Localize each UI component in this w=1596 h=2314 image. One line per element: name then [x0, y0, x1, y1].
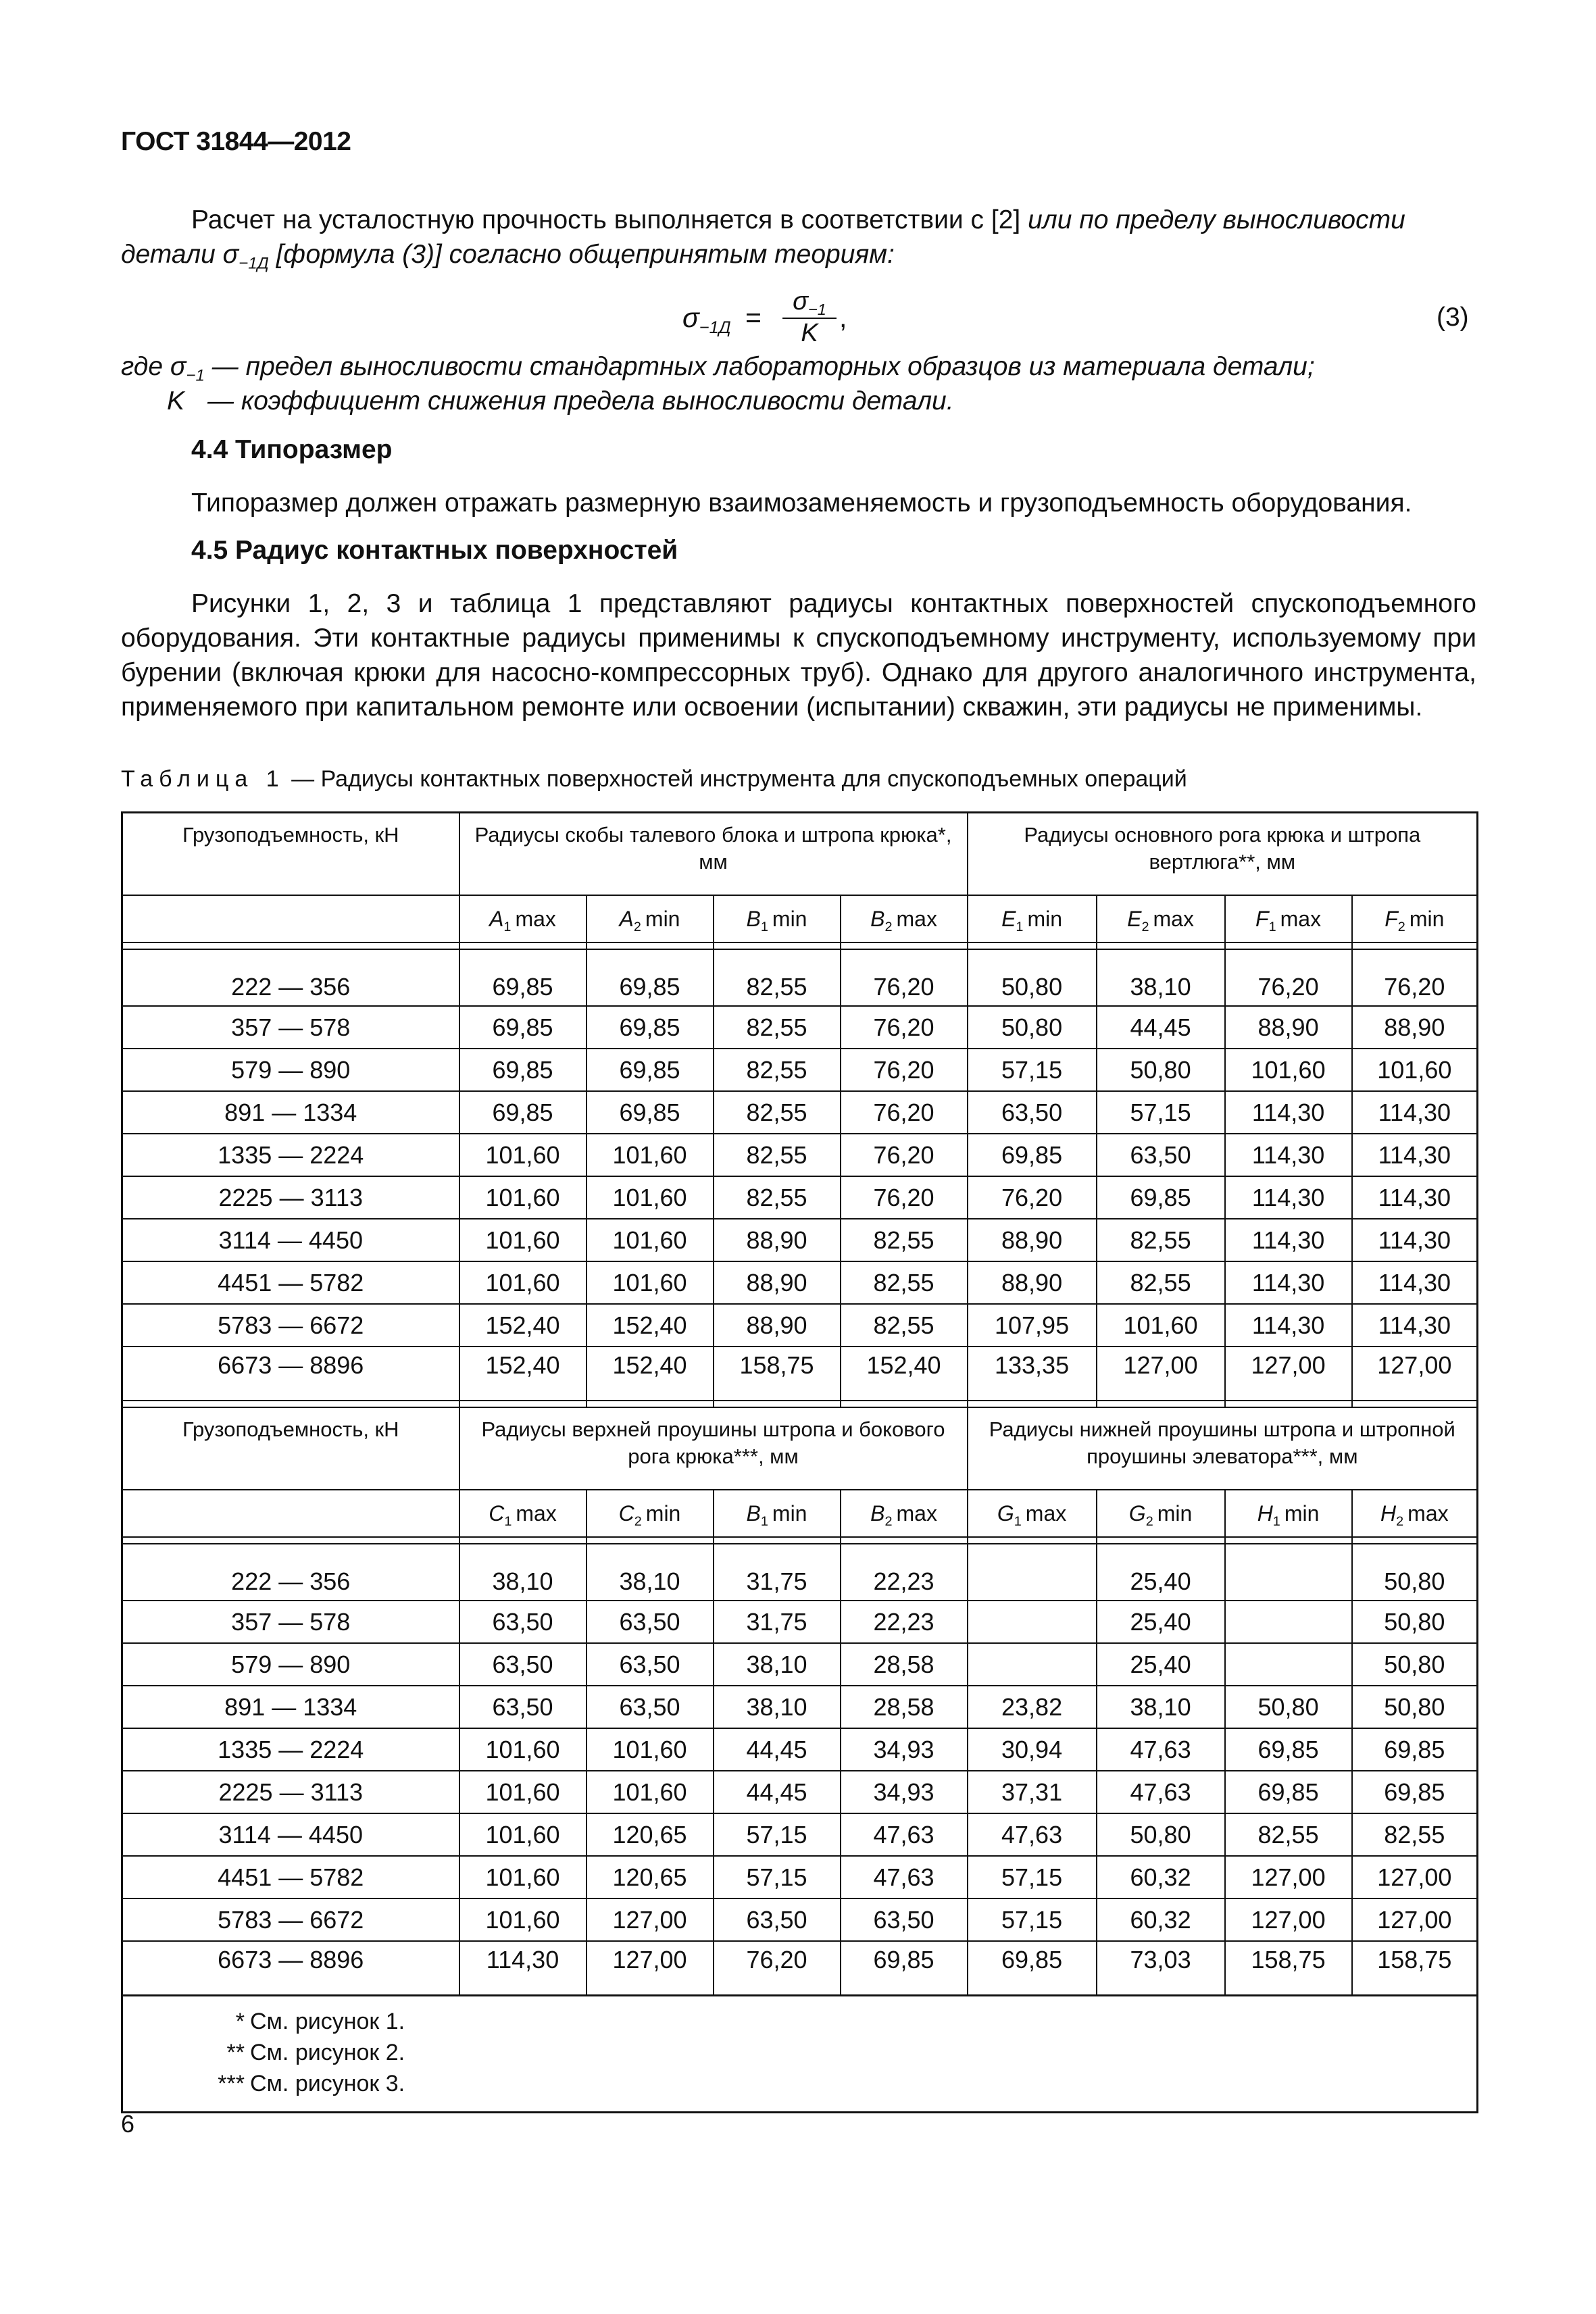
radius-value-cell: 88,90 [714, 1219, 841, 1261]
col-header-symbol: $G_1$ max [968, 1490, 1097, 1537]
table-row [122, 1728, 1478, 1771]
radius-value-cell: 50,80 [1225, 1686, 1352, 1728]
block-separator [122, 1401, 1478, 1407]
radius-value-cell: 57,15 [1097, 1091, 1225, 1134]
footnote: ** См. рисунок 2. [226, 2040, 405, 2065]
radius-value-cell: 152,40 [459, 1347, 587, 1401]
radius-value-cell: 114,30 [1352, 1176, 1478, 1219]
radius-value-cell: 73,03 [1097, 1941, 1225, 1996]
radius-value-cell: 101,60 [459, 1771, 587, 1813]
radius-value-cell: 120,65 [587, 1813, 714, 1856]
radius-value-cell: 82,55 [714, 949, 841, 1006]
section-title-4-4: 4.4 Типоразмер [191, 435, 393, 464]
radius-value-cell: 63,50 [459, 1686, 587, 1728]
radius-value-cell: 82,55 [841, 1304, 968, 1347]
radius-value-cell: 23,82 [968, 1686, 1097, 1728]
radius-value-cell: 152,40 [841, 1347, 968, 1401]
radius-value-cell: 88,90 [968, 1219, 1097, 1261]
radius-value-cell: 57,15 [714, 1813, 841, 1856]
radius-value-cell: 101,60 [587, 1771, 714, 1813]
radius-value-cell: 57,15 [714, 1856, 841, 1898]
radius-value-cell: 38,10 [1097, 1686, 1225, 1728]
radius-value-cell: 44,45 [714, 1771, 841, 1813]
radius-value-cell: 57,15 [968, 1049, 1097, 1091]
radius-value-cell: 101,60 [459, 1219, 587, 1261]
table-notes-row [122, 1996, 1478, 2113]
radius-value-cell: 127,00 [1352, 1856, 1478, 1898]
radius-value-cell: 76,20 [841, 949, 968, 1006]
radius-value-cell: 76,20 [1225, 949, 1352, 1006]
col-header-symbol: $B_2$ max [841, 1490, 968, 1537]
table-row [122, 1176, 1478, 1219]
col-header-symbol: $H_2$ max [1352, 1490, 1478, 1537]
page-number: 6 [121, 2110, 135, 2138]
radius-value-cell: 57,15 [968, 1856, 1097, 1898]
capacity-range-cell: 2225 — 3113 [122, 1176, 459, 1219]
radius-value-cell: 44,45 [1097, 1006, 1225, 1049]
radius-value-cell: 63,50 [587, 1601, 714, 1643]
col-header-symbol: $H_1$ min [1225, 1490, 1352, 1537]
radius-value-cell: 50,80 [1352, 1601, 1478, 1643]
radius-value-cell: 63,50 [587, 1686, 714, 1728]
capacity-range-cell: 891 — 1334 [122, 1686, 459, 1728]
radius-value-cell: 101,60 [587, 1261, 714, 1304]
radius-value-cell: 82,55 [841, 1261, 968, 1304]
radius-value-cell: 101,60 [1225, 1049, 1352, 1091]
capacity-range-cell: 579 — 890 [122, 1049, 459, 1091]
radius-value-cell: 50,80 [1352, 1643, 1478, 1686]
radius-value-cell: 82,55 [1097, 1219, 1225, 1261]
radius-value-cell [1225, 1643, 1352, 1686]
radius-value-cell: 63,50 [1097, 1134, 1225, 1176]
radius-value-cell: 69,85 [1352, 1771, 1478, 1813]
section-text-4-5: Рисунки 1, 2, 3 и таблица 1 представляют радиусы контактных поверхностей спускоподъемного оборудования. Эти контактные радиусы применимы к спускоподъемному инструменту, используемому при бурении (включая крюки для насосно-компрессорных труб). Однако для другого аналогичного инструмента, применяемого при капитальном ремонте или освоении (испытании) скважин, эти радиусы не применимы. [121, 589, 1476, 722]
radius-value-cell: 158,75 [1352, 1941, 1478, 1996]
table-row [122, 1544, 1478, 1601]
table-footnotes [123, 1996, 1476, 2099]
formula-3: $\sigma_{-1Д}$ = $\frac{\sigma_{-1}}{K}$ , [682, 287, 847, 347]
col-header-symbol: $E_2$ max [1097, 895, 1225, 942]
capacity-range-cell: 3114 — 4450 [122, 1813, 459, 1856]
table-row [122, 1304, 1478, 1347]
radius-value-cell: 127,00 [1352, 1347, 1478, 1401]
radius-value-cell: 47,63 [1097, 1728, 1225, 1771]
radius-value-cell: 69,85 [587, 1091, 714, 1134]
header-row-groups [122, 1407, 1478, 1490]
radius-value-cell: 50,80 [1097, 1049, 1225, 1091]
radius-value-cell: 127,00 [1352, 1898, 1478, 1941]
table-row [122, 1134, 1478, 1176]
header-separator [122, 942, 1478, 949]
radius-value-cell: 127,00 [587, 1898, 714, 1941]
radius-value-cell: 38,10 [714, 1686, 841, 1728]
radius-value-cell: 101,60 [1097, 1304, 1225, 1347]
header-row-symbols [122, 895, 1478, 942]
radius-value-cell: 63,50 [459, 1643, 587, 1686]
radius-value-cell: 25,40 [1097, 1601, 1225, 1643]
radius-value-cell: 127,00 [1225, 1347, 1352, 1401]
radius-value-cell: 82,55 [1097, 1261, 1225, 1304]
radius-value-cell: 101,60 [587, 1728, 714, 1771]
table-row [122, 1643, 1478, 1686]
radius-value-cell: 37,31 [968, 1771, 1097, 1813]
radius-value-cell: 82,55 [714, 1176, 841, 1219]
header-row-symbols [122, 1490, 1478, 1537]
radius-value-cell: 30,94 [968, 1728, 1097, 1771]
col-header-symbol: $E_1$ min [968, 895, 1097, 942]
radius-value-cell: 114,30 [1225, 1261, 1352, 1304]
table-row [122, 1601, 1478, 1643]
radius-value-cell: 31,75 [714, 1544, 841, 1601]
capacity-range-cell: 6673 — 8896 [122, 1347, 459, 1401]
radius-value-cell: 69,85 [841, 1941, 968, 1996]
capacity-range-cell: 222 — 356 [122, 1544, 459, 1601]
col-header-symbol: $G_2$ min [1097, 1490, 1225, 1537]
radius-value-cell: 25,40 [1097, 1643, 1225, 1686]
col-header-symbol: $F_1$ max [1225, 895, 1352, 942]
radius-value-cell: 114,30 [1352, 1219, 1478, 1261]
capacity-range-cell: 3114 — 4450 [122, 1219, 459, 1261]
radius-value-cell: 82,55 [1352, 1813, 1478, 1856]
table-row [122, 1898, 1478, 1941]
capacity-range-cell: 6673 — 8896 [122, 1941, 459, 1996]
col-header-symbol: $B_1$ min [714, 895, 841, 942]
radius-value-cell: 69,85 [968, 1941, 1097, 1996]
radius-value-cell: 127,00 [1225, 1856, 1352, 1898]
radius-value-cell [968, 1643, 1097, 1686]
radius-value-cell: 101,60 [459, 1134, 587, 1176]
radius-value-cell [1225, 1544, 1352, 1601]
table-row [122, 1347, 1478, 1401]
radius-value-cell: 114,30 [1352, 1091, 1478, 1134]
radius-value-cell: 82,55 [714, 1006, 841, 1049]
radius-value-cell: 63,50 [968, 1091, 1097, 1134]
radius-value-cell: 133,35 [968, 1347, 1097, 1401]
radius-value-cell: 44,45 [714, 1728, 841, 1771]
radius-value-cell: 50,80 [968, 949, 1097, 1006]
radius-value-cell: 28,58 [841, 1643, 968, 1686]
capacity-range-cell: 1335 — 2224 [122, 1134, 459, 1176]
radius-value-cell: 47,63 [1097, 1771, 1225, 1813]
table-caption: Таблица 1 — Радиусы контактных поверхностей инструмента для спускоподъемных операций [121, 766, 1187, 792]
radius-value-cell: 69,85 [587, 1049, 714, 1091]
radius-value-cell: 38,10 [587, 1544, 714, 1601]
radius-value-cell: 114,30 [459, 1941, 587, 1996]
col-header-capacity: Грузоподъемность, кН [122, 813, 459, 896]
radius-value-cell: 63,50 [841, 1898, 968, 1941]
radius-value-cell: 82,55 [714, 1049, 841, 1091]
radius-value-cell: 50,80 [1352, 1544, 1478, 1601]
capacity-range-cell: 891 — 1334 [122, 1091, 459, 1134]
radius-value-cell: 152,40 [459, 1304, 587, 1347]
radius-value-cell: 158,75 [714, 1347, 841, 1401]
radius-value-cell: 76,20 [1352, 949, 1478, 1006]
radius-value-cell: 69,85 [459, 1006, 587, 1049]
capacity-range-cell: 5783 — 6672 [122, 1304, 459, 1347]
radius-value-cell: 82,55 [841, 1219, 968, 1261]
radius-value-cell: 88,90 [714, 1304, 841, 1347]
radius-value-cell: 63,50 [459, 1601, 587, 1643]
table-row [122, 1091, 1478, 1134]
radius-value-cell: 127,00 [1097, 1347, 1225, 1401]
table-row [122, 1813, 1478, 1856]
document-header: ГОСТ 31844—2012 [121, 127, 351, 156]
radius-value-cell: 69,85 [968, 1134, 1097, 1176]
radius-value-cell: 38,10 [714, 1643, 841, 1686]
radius-value-cell: 69,85 [1225, 1728, 1352, 1771]
radius-value-cell: 101,60 [459, 1813, 587, 1856]
radius-value-cell: 76,20 [841, 1176, 968, 1219]
col-header-symbol: $A_1$ max [459, 895, 587, 942]
radius-value-cell: 38,10 [459, 1544, 587, 1601]
table-row [122, 949, 1478, 1006]
radius-value-cell: 101,60 [459, 1176, 587, 1219]
radius-value-cell: 114,30 [1225, 1176, 1352, 1219]
radius-value-cell: 31,75 [714, 1601, 841, 1643]
table-row [122, 1219, 1478, 1261]
radius-value-cell: 107,95 [968, 1304, 1097, 1347]
radius-value-cell: 88,90 [714, 1261, 841, 1304]
radius-value-cell: 60,32 [1097, 1898, 1225, 1941]
radius-value-cell: 69,85 [459, 1091, 587, 1134]
radii-table [121, 811, 1478, 2113]
radius-value-cell: 101,60 [459, 1898, 587, 1941]
col-header-capacity: Грузоподъемность, кН [122, 1407, 459, 1490]
fraction: $\frac{\sigma_{-1}}{K}$ [782, 287, 837, 348]
radius-value-cell [1225, 1601, 1352, 1643]
radius-value-cell: 63,50 [714, 1898, 841, 1941]
radius-value-cell: 25,40 [1097, 1544, 1225, 1601]
radius-value-cell: 69,85 [587, 1006, 714, 1049]
radius-value-cell: 127,00 [1225, 1898, 1352, 1941]
radius-value-cell: 50,80 [968, 1006, 1097, 1049]
radius-value-cell: 50,80 [1097, 1813, 1225, 1856]
radius-value-cell: 114,30 [1225, 1091, 1352, 1134]
col-header-symbol: $C_1$ max [459, 1490, 587, 1537]
radius-value-cell: 127,00 [587, 1941, 714, 1996]
radius-value-cell: 101,60 [587, 1134, 714, 1176]
section-text-4-4: Типоразмер должен отражать размерную взаимозаменяемость и грузоподъемность оборудования. [191, 488, 1412, 518]
capacity-range-cell: 357 — 578 [122, 1006, 459, 1049]
radius-value-cell: 47,63 [841, 1856, 968, 1898]
radius-value-cell: 38,10 [1097, 949, 1225, 1006]
footnote: *** См. рисунок 3. [218, 2071, 405, 2096]
radius-value-cell: 101,60 [1352, 1049, 1478, 1091]
radius-value-cell: 114,30 [1352, 1261, 1478, 1304]
radius-value-cell: 152,40 [587, 1347, 714, 1401]
equation-number: (3) [1437, 303, 1469, 332]
radius-value-cell: 101,60 [459, 1856, 587, 1898]
capacity-range-cell: 4451 — 5782 [122, 1856, 459, 1898]
radius-value-cell: 76,20 [968, 1176, 1097, 1219]
radius-value-cell: 34,93 [841, 1728, 968, 1771]
radius-value-cell: 57,15 [968, 1898, 1097, 1941]
capacity-range-cell: 357 — 578 [122, 1601, 459, 1643]
radius-value-cell: 76,20 [841, 1091, 968, 1134]
radius-value-cell: 82,55 [714, 1091, 841, 1134]
table-row [122, 1941, 1478, 1996]
radius-value-cell: 22,23 [841, 1601, 968, 1643]
radius-value-cell: 114,30 [1225, 1134, 1352, 1176]
radius-value-cell: 101,60 [459, 1728, 587, 1771]
radius-value-cell: 76,20 [841, 1134, 968, 1176]
table-row [122, 1771, 1478, 1813]
capacity-range-cell: 222 — 356 [122, 949, 459, 1006]
table-row [122, 1856, 1478, 1898]
group-header-2: Радиусы основного рога крюка и штропа вертлюга**, мм [968, 813, 1478, 896]
radius-value-cell: 101,60 [587, 1176, 714, 1219]
radius-value-cell: 114,30 [1225, 1304, 1352, 1347]
radius-value-cell: 114,30 [1352, 1134, 1478, 1176]
capacity-range-cell: 4451 — 5782 [122, 1261, 459, 1304]
intro-paragraph: Расчет на усталостную прочность выполняется в соответствии с [2] или по пределу выносливости детали $\sigma_{-1Д}$ [формула (3)] согласно общепринятым теориям: [121, 205, 1405, 273]
radius-value-cell: 88,90 [1225, 1006, 1352, 1049]
table-row [122, 1261, 1478, 1304]
col-header-symbol: $B_2$ max [841, 895, 968, 942]
formula-explanation: где $\sigma_{-1}$ — предел выносливости стандартных лабораторных образцов из материала детали; K — коэффициент снижения предела выносливости детали. [121, 352, 1315, 416]
radius-value-cell: 88,90 [968, 1261, 1097, 1304]
radius-value-cell: 114,30 [1225, 1219, 1352, 1261]
radius-value-cell: 76,20 [841, 1006, 968, 1049]
radius-value-cell: 69,85 [1352, 1728, 1478, 1771]
footnote: * См. рисунок 1. [235, 2009, 405, 2034]
radius-value-cell: 69,85 [587, 949, 714, 1006]
radius-value-cell: 50,80 [1352, 1686, 1478, 1728]
capacity-range-cell: 579 — 890 [122, 1643, 459, 1686]
radius-value-cell: 47,63 [841, 1813, 968, 1856]
radius-value-cell: 82,55 [714, 1134, 841, 1176]
radius-value-cell [968, 1544, 1097, 1601]
radius-value-cell: 101,60 [587, 1219, 714, 1261]
radius-value-cell: 82,55 [1225, 1813, 1352, 1856]
radius-value-cell: 152,40 [587, 1304, 714, 1347]
radius-value-cell: 28,58 [841, 1686, 968, 1728]
capacity-range-cell: 5783 — 6672 [122, 1898, 459, 1941]
radius-value-cell: 76,20 [841, 1049, 968, 1091]
radius-value-cell: 69,85 [459, 1049, 587, 1091]
radius-value-cell: 63,50 [587, 1643, 714, 1686]
radius-value-cell: 47,63 [968, 1813, 1097, 1856]
radius-value-cell [968, 1601, 1097, 1643]
radius-value-cell: 101,60 [459, 1261, 587, 1304]
table-row [122, 1049, 1478, 1091]
group-header-1: Радиусы скобы талевого блока и штропа крюка*, мм [459, 813, 968, 896]
table-row [122, 1006, 1478, 1049]
radius-value-cell: 22,23 [841, 1544, 968, 1601]
radius-value-cell: 88,90 [1352, 1006, 1478, 1049]
group-header-1: Радиусы верхней проушины штропа и бокового рога крюка***, мм [459, 1407, 968, 1490]
radius-value-cell: 114,30 [1352, 1304, 1478, 1347]
radius-value-cell: 69,85 [459, 949, 587, 1006]
radius-value-cell: 69,85 [1097, 1176, 1225, 1219]
radius-value-cell: 120,65 [587, 1856, 714, 1898]
radius-value-cell: 76,20 [714, 1941, 841, 1996]
capacity-range-cell: 1335 — 2224 [122, 1728, 459, 1771]
section-title-4-5: 4.5 Радиус контактных поверхностей [191, 536, 678, 565]
group-header-2: Радиусы нижней проушины штропа и штропной проушины элеватора***, мм [968, 1407, 1478, 1490]
col-header-symbol: $B_1$ min [714, 1490, 841, 1537]
radius-value-cell: 158,75 [1225, 1941, 1352, 1996]
header-separator [122, 1537, 1478, 1544]
radius-value-cell: 34,93 [841, 1771, 968, 1813]
radius-value-cell: 60,32 [1097, 1856, 1225, 1898]
col-header-symbol: $C_2$ min [587, 1490, 714, 1537]
col-header-symbol: $F_2$ min [1352, 895, 1478, 942]
capacity-range-cell: 2225 — 3113 [122, 1771, 459, 1813]
radius-value-cell: 69,85 [1225, 1771, 1352, 1813]
table-row [122, 1686, 1478, 1728]
col-header-symbol: $A_2$ min [587, 895, 714, 942]
header-row-groups [122, 813, 1478, 896]
